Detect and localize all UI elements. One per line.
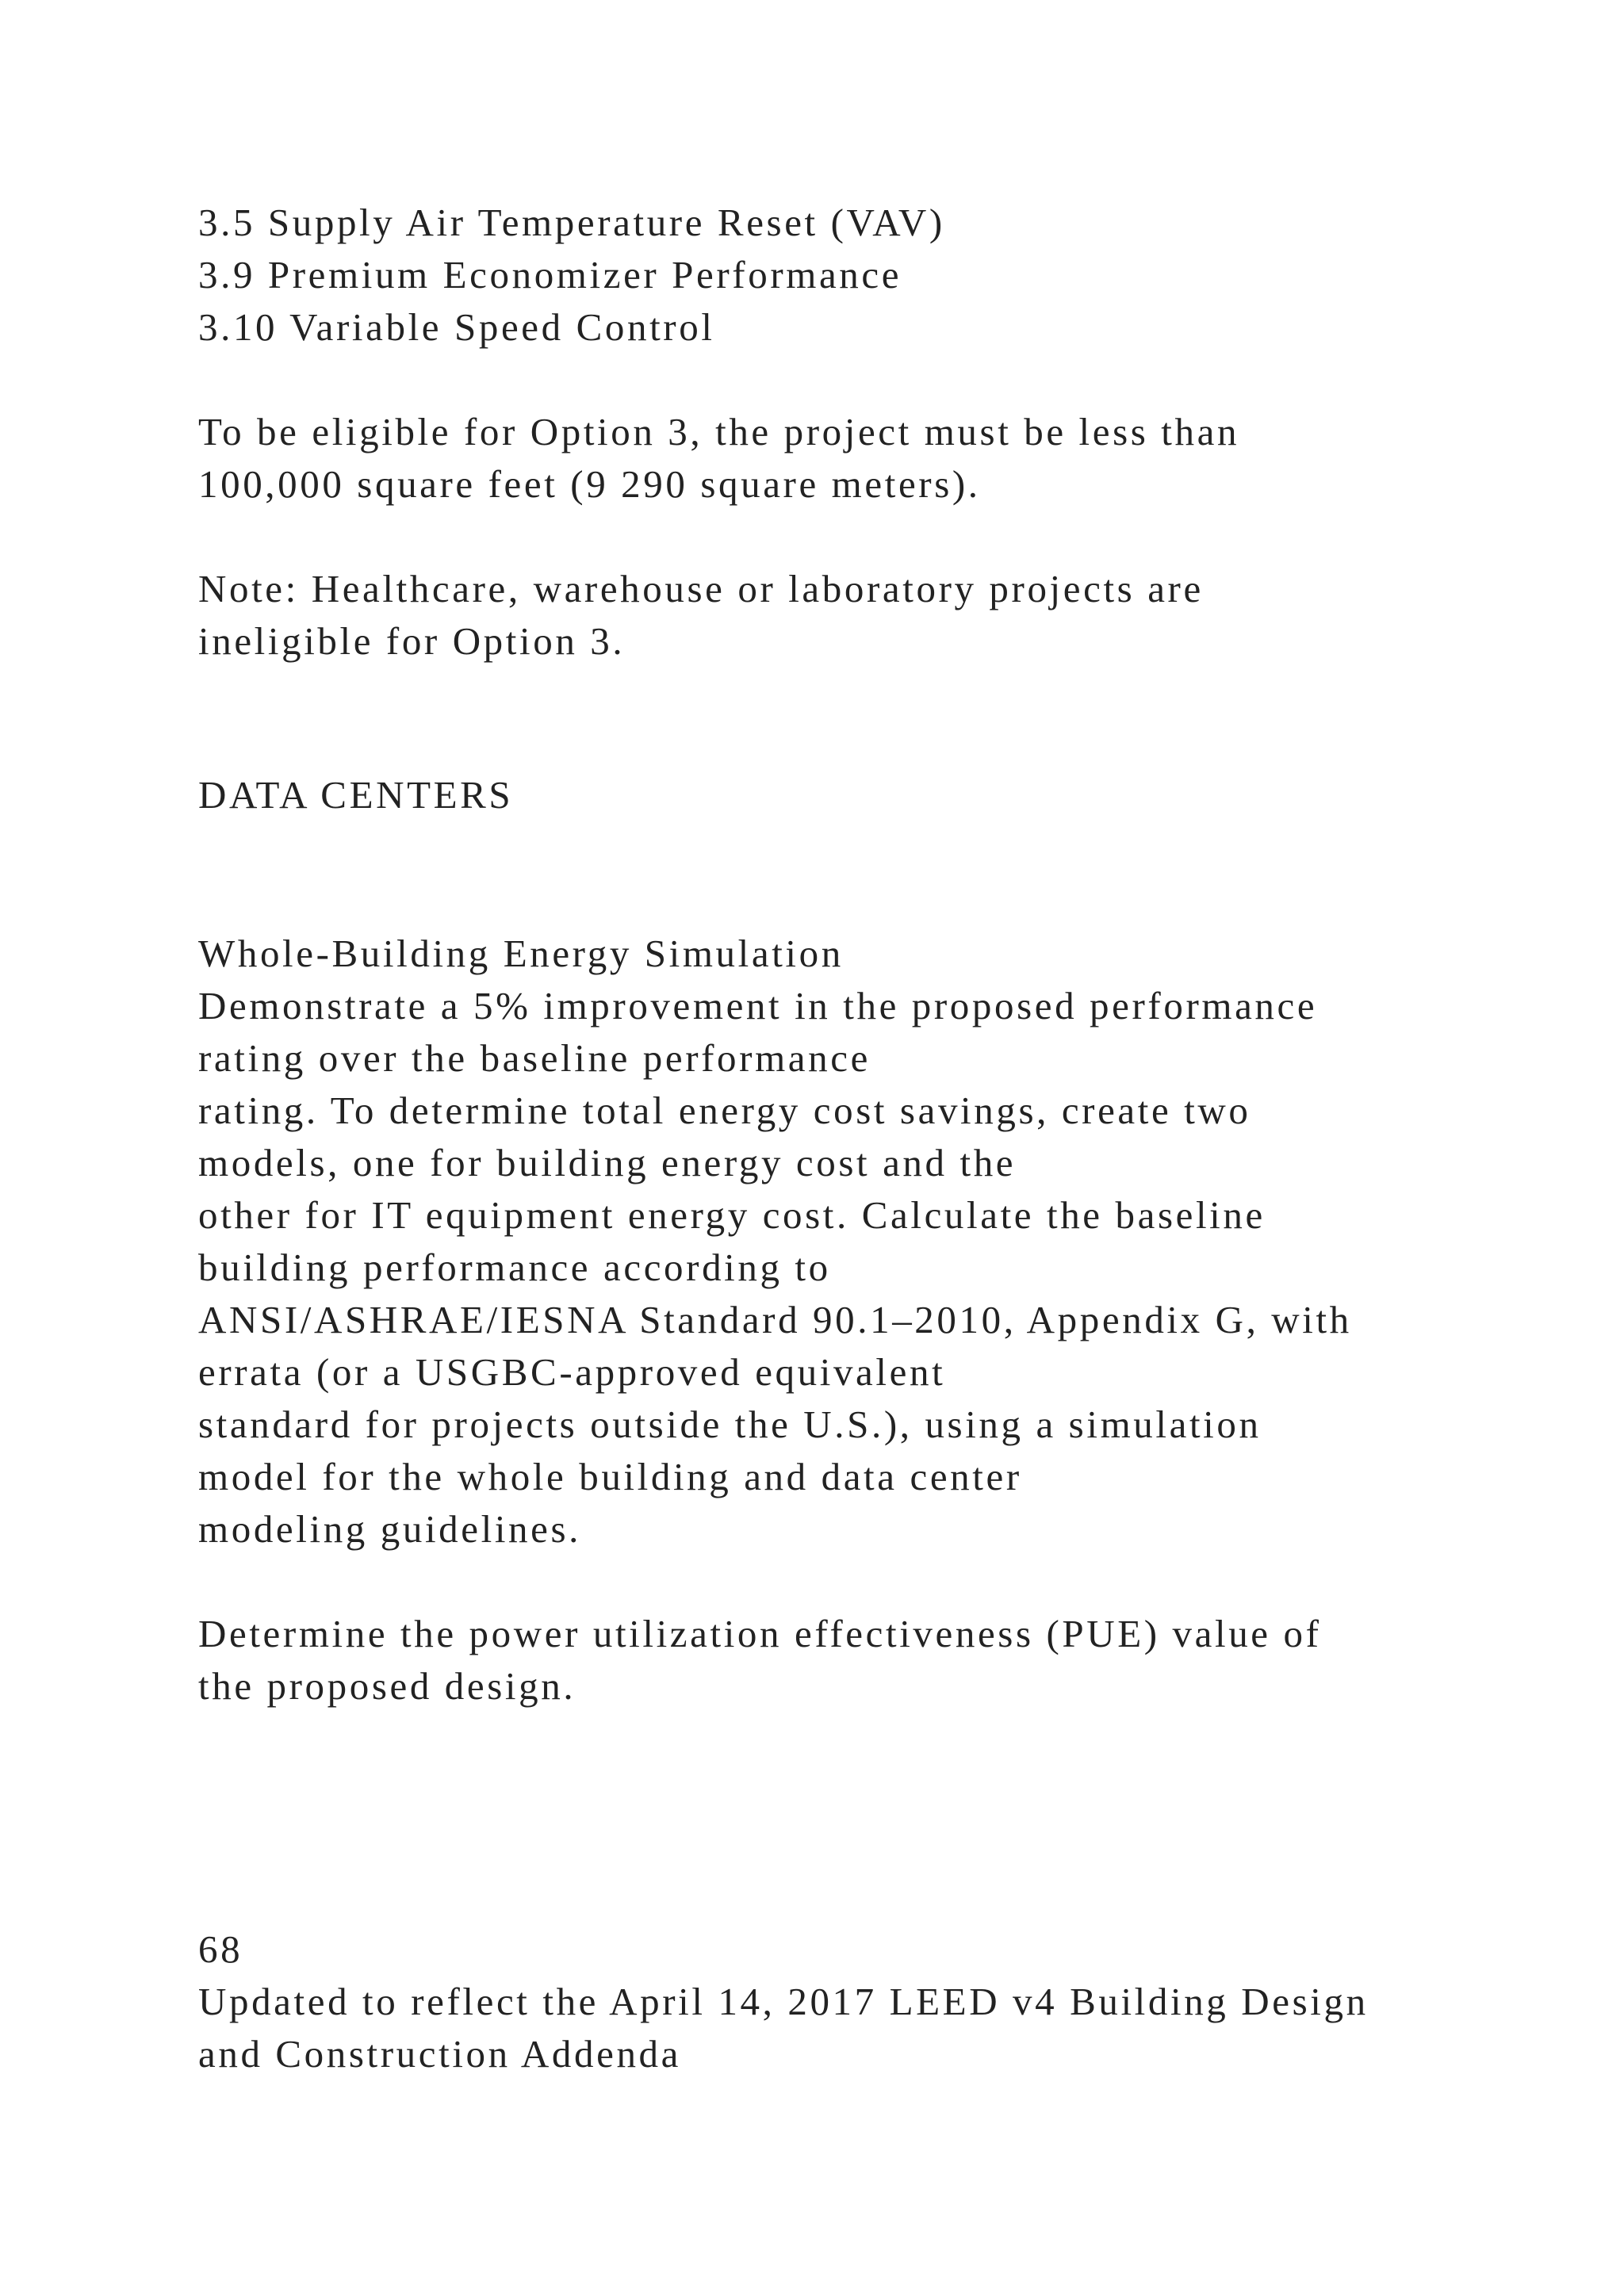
measure-item: 3.9 Premium Economizer Performance [198, 253, 902, 297]
pue-text: the proposed design. [198, 1664, 576, 1708]
footer-note: Updated to reflect the April 14, 2017 LEED v4 Building Design [198, 1980, 1369, 2023]
eligibility-text: 100,000 square feet (9 290 square meters). [198, 462, 981, 506]
note-text: ineligible for Option 3. [198, 619, 626, 663]
body-text: models, one for building energy cost and the [198, 1141, 1017, 1184]
footer-note: and Construction Addenda [198, 2032, 681, 2076]
body-text: modeling guidelines. [198, 1507, 581, 1551]
measure-item: 3.5 Supply Air Temperature Reset (VAV) [198, 201, 945, 244]
body-text: rating. To determine total energy cost savings, create two [198, 1089, 1251, 1132]
note-text: Note: Healthcare, warehouse or laboratory projects are [198, 567, 1204, 610]
body-text: Demonstrate a 5% improvement in the proposed performance [198, 984, 1318, 1027]
body-text: building performance according to [198, 1246, 831, 1289]
body-text: standard for projects outside the U.S.), using a simulation [198, 1402, 1262, 1446]
eligibility-text: To be eligible for Option 3, the project must be less than [198, 410, 1240, 453]
body-text: ANSI/ASHRAE/IESNA Standard 90.1–2010, Appendix G, with [198, 1298, 1352, 1341]
measure-item: 3.10 Variable Speed Control [198, 305, 715, 349]
body-text: errata (or a USGBC-approved equivalent [198, 1350, 946, 1394]
body-text: other for IT equipment energy cost. Calculate the baseline [198, 1193, 1266, 1237]
page-number: 68 [198, 1927, 243, 1971]
pue-text: Determine the power utilization effectiveness (PUE) value of [198, 1612, 1322, 1655]
subheading: Whole-Building Energy Simulation [198, 932, 844, 975]
body-text: rating over the baseline performance [198, 1036, 871, 1080]
section-heading: DATA CENTERS [198, 773, 514, 817]
body-text: model for the whole building and data center [198, 1455, 1022, 1498]
